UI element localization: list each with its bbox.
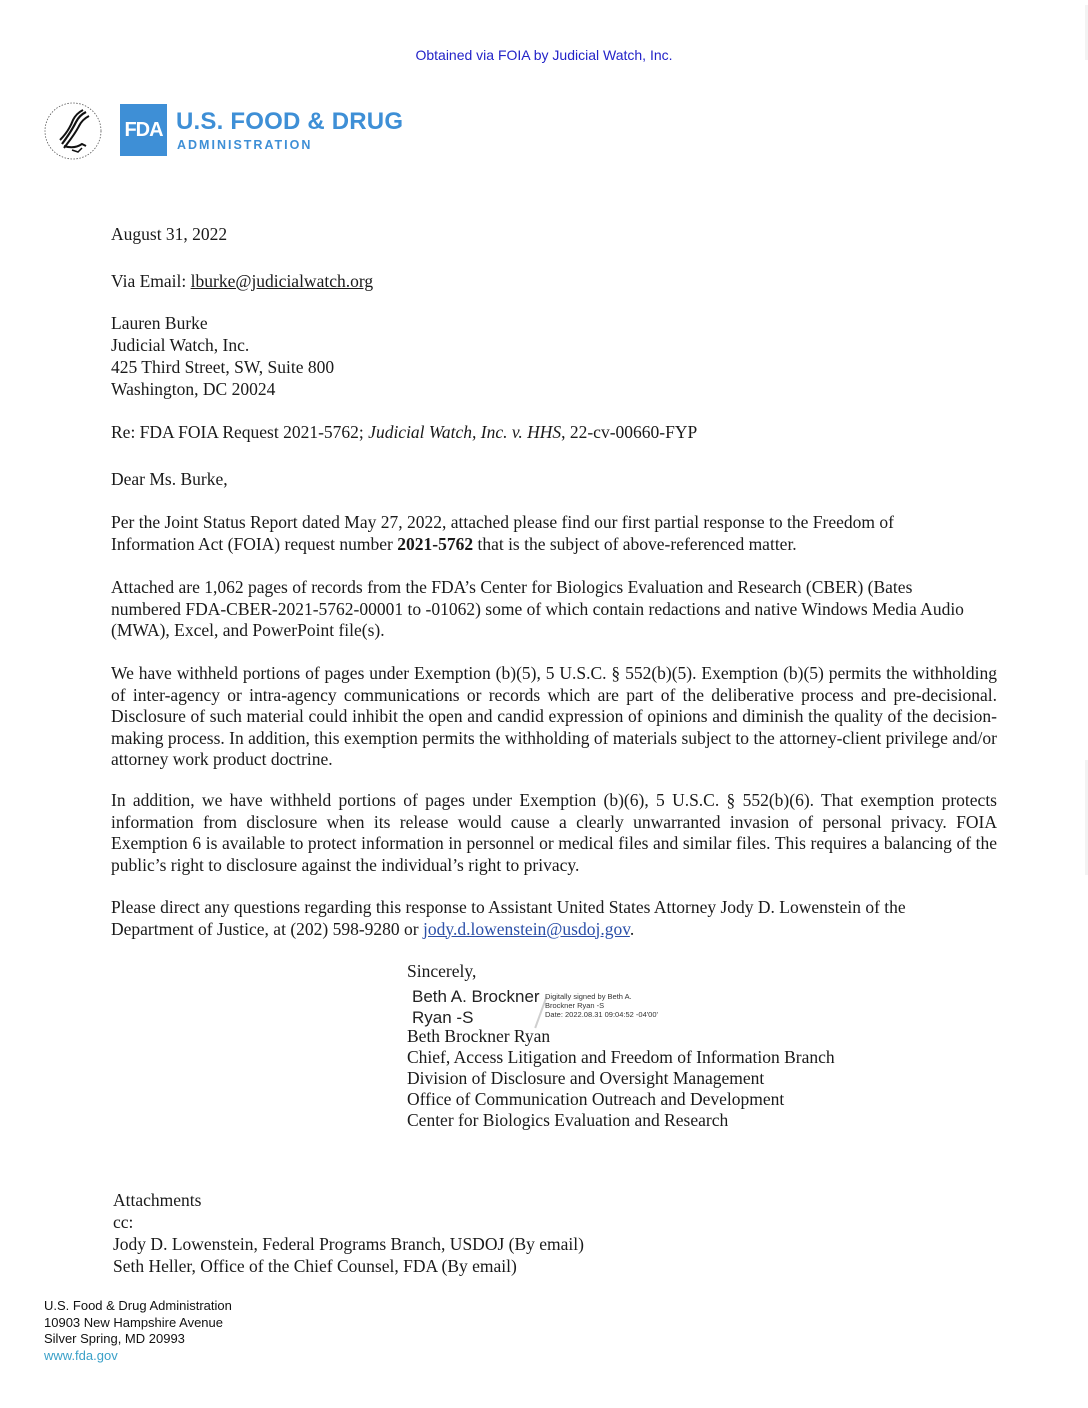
recipient-name: Lauren Burke bbox=[111, 313, 208, 333]
paragraph-text: Please direct any questions regarding this response to Assistant United States Attorney Jody D. Lowenstein of the Department of Justice, at (202) 598-9280 or bbox=[111, 897, 906, 939]
salutation: Dear Ms. Burke, bbox=[111, 469, 228, 489]
paragraph-exemption-b5: We have withheld portions of pages under Exemption (b)(5), 5 U.S.C. § 552(b)(5). Exemption (b)(5) permits the withholding of inter-agency or intra-agency communications or records which are part of the deliberative process and pre-decisional. Disclosure of such material could inhibit the open and candid expression of opinions and diminish the quality of the decision-making process. In addition, this exemption permits the withholding of materials subject to the attorney-client privilege and/or attorney work product doctrine. bbox=[111, 663, 997, 769]
digital-signature-name-line-2: Ryan -S bbox=[412, 1008, 474, 1027]
footer-city: Silver Spring, MD 20993 bbox=[44, 1331, 185, 1346]
signatory-office: Office of Communication Outreach and Development bbox=[407, 1089, 785, 1109]
recipient-street: 425 Third Street, SW, Suite 800 bbox=[111, 357, 335, 377]
footer-address bbox=[44, 1298, 232, 1364]
paragraph-text: . bbox=[629, 918, 635, 939]
signatory-center: Center for Biologics Evaluation and Research bbox=[407, 1110, 729, 1130]
doj-email-link[interactable]: jody.d.lowenstein@usdoj.gov bbox=[423, 918, 630, 939]
digital-signature-name-line-1: Beth A. Brockner bbox=[412, 987, 540, 1006]
hhs-eagle-seal-icon bbox=[42, 100, 104, 162]
cc-label: cc: bbox=[113, 1212, 134, 1232]
subject-prefix: Re: FDA FOIA Request 2021-5762; bbox=[111, 422, 369, 442]
foia-watermark: Obtained via FOIA by Judicial Watch, Inc. bbox=[415, 47, 673, 63]
signature-meta-line: Digitally signed by Beth A. bbox=[545, 992, 632, 1001]
fda-logo-box: FDA bbox=[120, 104, 167, 156]
closing: Sincerely, bbox=[407, 961, 477, 981]
request-number: 2021-5762 bbox=[397, 533, 474, 554]
cc-recipient: Seth Heller, Office of the Chief Counsel, FDA (By email) bbox=[113, 1256, 517, 1276]
recipient-organization: Judicial Watch, Inc. bbox=[111, 335, 250, 355]
attachments-label: Attachments bbox=[113, 1190, 202, 1210]
footer-org: U.S. Food & Drug Administration bbox=[44, 1298, 232, 1313]
signature-meta-line: Date: 2022.08.31 09:04:52 -04'00' bbox=[545, 1010, 658, 1019]
via-email-label: Via Email: bbox=[111, 271, 191, 291]
footer-street: 10903 New Hampshire Avenue bbox=[44, 1314, 223, 1330]
paragraph-contact bbox=[111, 897, 971, 940]
signatory-division: Division of Disclosure and Oversight Management bbox=[407, 1068, 765, 1088]
recipient-email-link[interactable]: lburke@judicialwatch.org bbox=[190, 271, 374, 291]
subject-suffix: , 22-cv-00660-FYP bbox=[561, 422, 698, 442]
signature-meta-line: Brockner Ryan -S bbox=[545, 1001, 605, 1010]
paragraph-text: that is the subject of above-referenced matter. bbox=[473, 533, 797, 554]
signatory-name: Beth Brockner Ryan bbox=[407, 1026, 551, 1046]
paragraph-response-intro bbox=[111, 512, 971, 555]
cc-recipient: Jody D. Lowenstein, Federal Programs Branch, USDOJ (By email) bbox=[113, 1234, 584, 1254]
paragraph-exemption-b6: In addition, we have withheld portions of pages under Exemption (b)(6), 5 U.S.C. § 552(b)(6). That exemption protects information from disclosure when its release would cause a clearly unwarranted invasion of personal privacy. FOIA Exemption 6 is available to protect information in personnel or medical files and similar files. This requires a balancing of the public’s right to disclosure against the individual’s right to privacy. bbox=[111, 790, 997, 875]
digital-signature-details bbox=[545, 992, 658, 1019]
paragraph-text: Per the Joint Status Report dated May 27, 2022, attached please find our first partial response to the Freedom of Information Act (FOIA) request number bbox=[111, 512, 894, 554]
paragraph-attachments: Attached are 1,062 pages of records from the FDA’s Center for Biologics Evaluation and Research (CBER) (Bates numbered FDA-CBER-2021-5762-00001 to -01062) some of which contain redactions and native Windows Media Audio (MWA), Excel, and PowerPoint file(s). bbox=[111, 577, 964, 640]
agency-name: U.S. FOOD & DRUG bbox=[176, 108, 404, 135]
subject-line bbox=[111, 422, 697, 444]
signatory-title: Chief, Access Litigation and Freedom of Information Branch bbox=[407, 1047, 835, 1067]
via-email-line bbox=[111, 271, 373, 293]
agency-subtitle: ADMINISTRATION bbox=[177, 138, 313, 152]
recipient-city: Washington, DC 20024 bbox=[111, 379, 276, 399]
case-name: Judicial Watch, Inc. v. HHS bbox=[368, 422, 562, 442]
footer-website-link[interactable]: www.fda.gov bbox=[44, 1347, 118, 1363]
letter-date: August 31, 2022 bbox=[111, 224, 228, 244]
